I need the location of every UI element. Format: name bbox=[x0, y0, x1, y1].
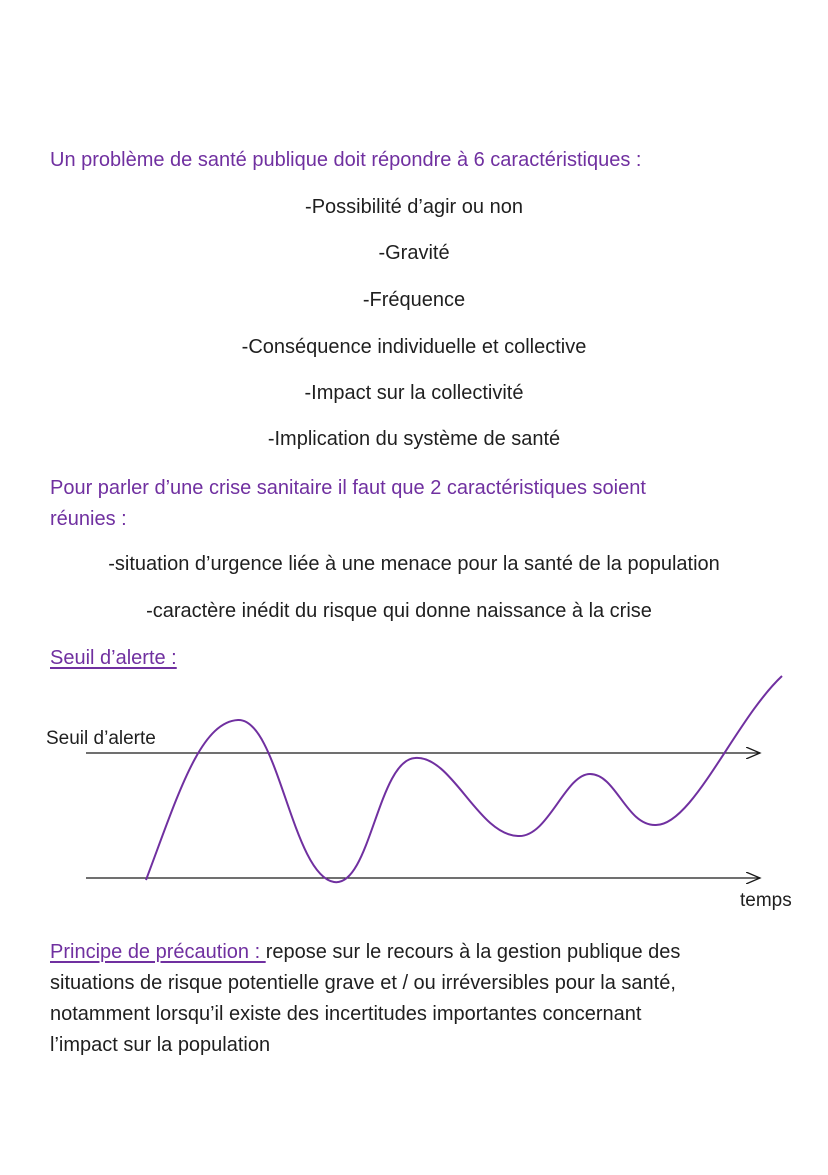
precaution-line4: l’impact sur la population bbox=[50, 1034, 271, 1056]
threshold-label: Seuil d’alerte bbox=[46, 728, 156, 749]
crisis-item-inedit: -caractère inédit du risque qui donne naissance à la crise bbox=[146, 600, 652, 622]
precaution-line3: notamment lorsqu’il existe des incertitudes importantes concernant bbox=[50, 1003, 642, 1025]
crisis-item-urgence: -situation d’urgence liée à une menace pour la santé de la population bbox=[108, 553, 720, 575]
intro-item-possibilite: -Possibilité d’agir ou non bbox=[305, 196, 523, 218]
intro-item-implication: -Implication du système de santé bbox=[267, 428, 561, 450]
intro-heading: Un problème de santé publique doit répondre à 6 caractéristiques : bbox=[50, 149, 642, 171]
crisis-heading-line2: réunies : bbox=[50, 508, 127, 530]
alert-heading: Seuil d’alerte : bbox=[50, 647, 177, 669]
precaution-line2: situations de risque potentielle grave et / ou irréversibles pour la santé, bbox=[50, 972, 676, 994]
precaution-paragraph bbox=[50, 937, 790, 1061]
intro-item-frequence: -Fréquence bbox=[362, 289, 466, 311]
intro-item-consequence: -Conséquence individuelle et collective bbox=[241, 336, 587, 358]
alert-curve bbox=[146, 676, 782, 882]
precaution-term: Principe de précaution : bbox=[50, 941, 266, 963]
intro-item-impact: -Impact sur la collectivité bbox=[304, 382, 524, 404]
crisis-heading-line1: Pour parler d’une crise sanitaire il faut que 2 caractéristiques soient bbox=[50, 477, 646, 499]
precaution-line1: repose sur le recours à la gestion publique des bbox=[265, 941, 681, 963]
x-axis-label: temps bbox=[740, 890, 792, 911]
alert-threshold-graph bbox=[0, 660, 828, 920]
intro-item-gravite: -Gravité bbox=[378, 242, 450, 264]
